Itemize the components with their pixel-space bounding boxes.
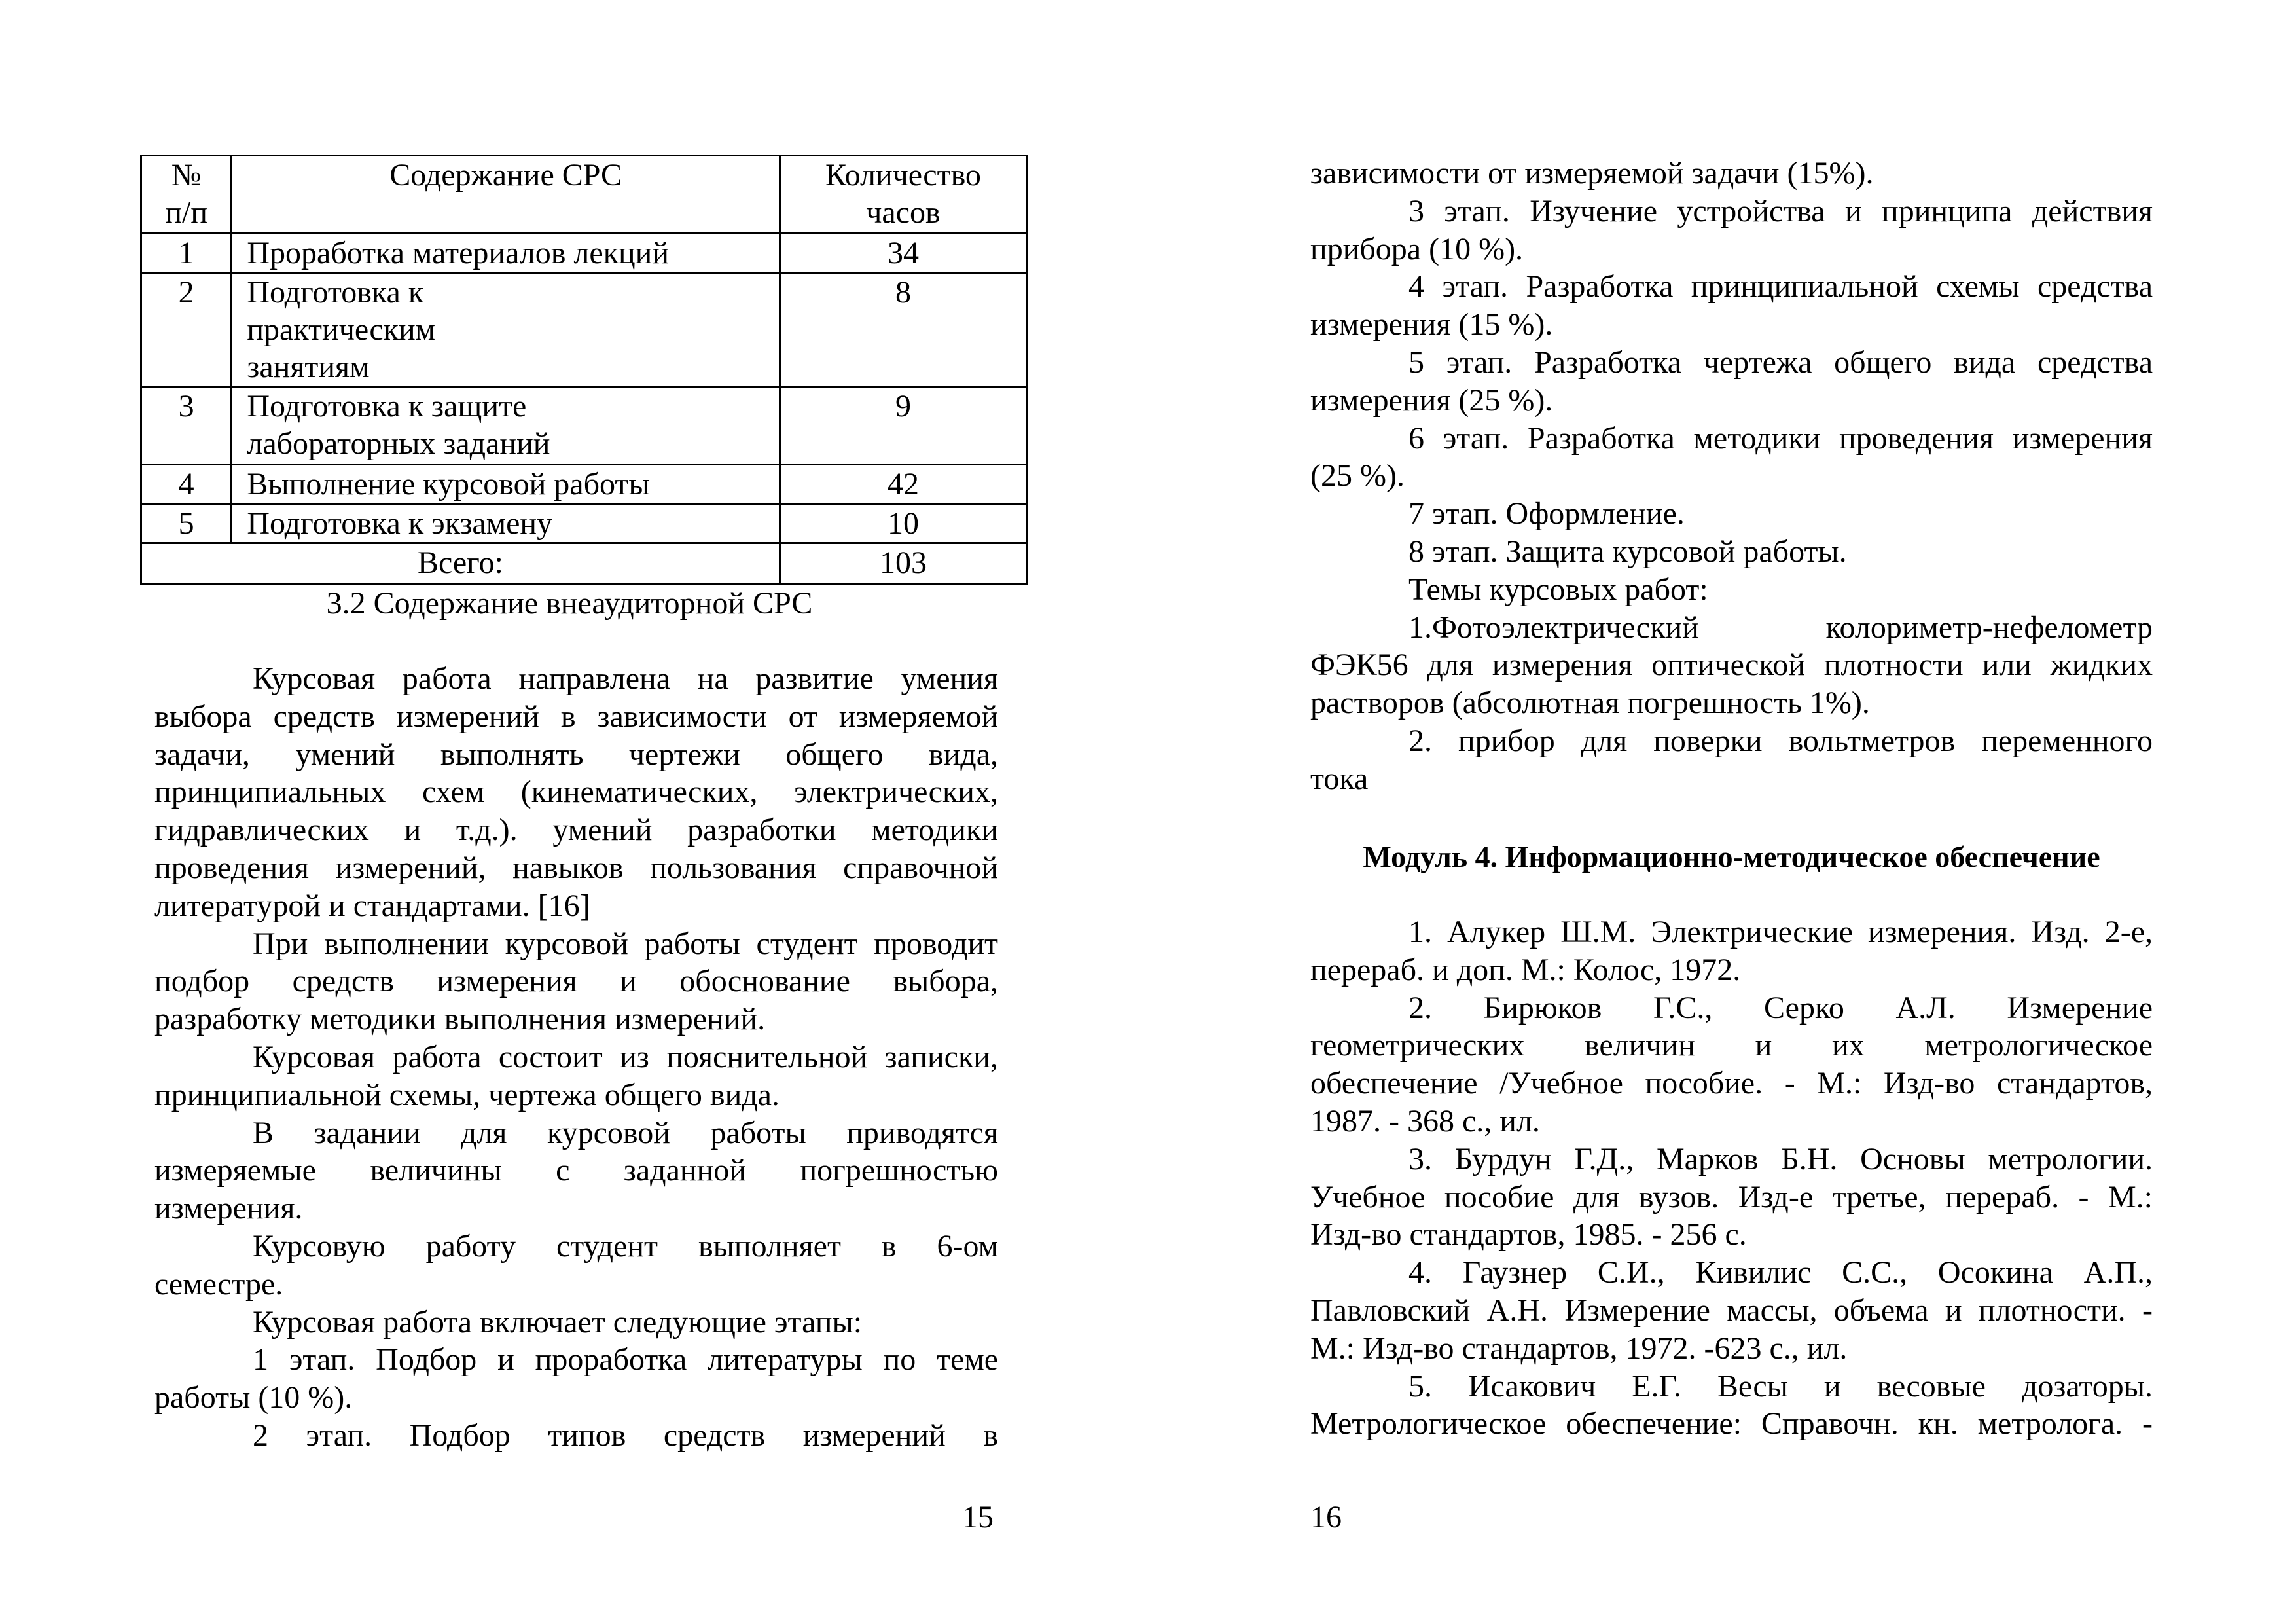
reference-line: Павловский А.Н. Измерение массы, объема и плотности. - [1310,1292,2153,1328]
row-hours: 34 [780,234,1026,273]
text-line: тока [1310,761,1369,796]
text-line: измерения (15 %). [1310,307,1553,342]
row-num: 5 [141,504,232,543]
reference-line: 1987. - 368 с., ил. [1310,1103,1540,1139]
section-title: 3.2 Содержание внеаудиторной СРС [326,586,813,621]
text-line: Курсовая работа включает следующие этапы: [253,1304,863,1340]
table-row [141,387,1027,465]
text-line: При выполнении курсовой работы студент проводит [253,926,998,961]
text-line: измеряемые величины с заданной погрешностью [154,1153,998,1188]
text-line: 1.Фотоэлектрический колориметр-нефелометр [1408,610,2153,645]
row-hours: 42 [780,465,1026,504]
table-row [141,504,1027,543]
row-hours: 9 [780,387,1026,465]
text-line: растворов (абсолютная погрешность 1%). [1310,685,1870,721]
reference-line: перераб. и доп. М.: Колос, 1972. [1310,952,1741,987]
table-total-row [141,543,1027,585]
reference-line: 2. Бирюков Г.С., Серко А.Л. Измерение [1408,990,2153,1025]
text-line: 8 этап. Защита курсовой работы. [1408,534,1847,569]
total-value: 103 [780,543,1026,585]
total-label: Всего: [141,543,780,585]
header-num-line: п/п [165,195,208,230]
text-line: работы (10 %). [154,1380,353,1415]
header-hours [780,156,1026,234]
text-line: 5 этап. Разработка чертежа общего вида средства [1408,344,2153,380]
header-num [141,156,232,234]
text-line: гидравлических и т.д.). умений разработки методики [154,812,998,848]
text-line: Курсовую работу студент выполняет в 6-ом [253,1228,998,1264]
row-hours: 8 [780,273,1026,387]
text-line: разработку методики выполнения измерений. [154,1002,766,1037]
text-line: 3 этап. Изучение устройства и принципа действия [1408,193,2153,228]
row-hours: 10 [780,504,1026,543]
header-hours-line: часов [866,195,941,230]
text-line: 4 этап. Разработка принципиальной схемы средства [1408,269,2153,304]
reference-line: Метрологическое обеспечение: Справочн. кн. метролога. - [1310,1406,2153,1442]
header-num-line: № [171,158,202,192]
references-list [1310,913,2153,1443]
reference-line: 1. Алукер Ш.М. Электрические измерения. Изд. 2-е, [1408,915,2153,949]
text-line: Темы курсовых работ: [1408,572,1708,607]
table-row [141,465,1027,504]
header-content: Содержание СРС [232,156,780,234]
row-content: Выполнение курсовой работы [232,465,780,504]
text-line: принципиальной схемы, чертежа общего вида. [154,1077,780,1112]
text-line: В задании для курсовой работы приводятся [253,1115,998,1150]
reference-line: Учебное пособие для вузов. Изд-е третье, перераб. - М.: [1310,1179,2153,1214]
right-page-body [1310,155,2153,798]
text-line: проведения измерений, навыков пользования справочной [154,850,998,885]
text-line: прибора (10 %). [1310,231,1524,266]
text-line: Курсовая работа состоит из пояснительной записки, [253,1039,998,1074]
text-line: задачи, умений выполнять чертежи общего вида, [154,737,998,772]
page-number-left: 15 [962,1500,994,1535]
row-content: Подготовка к практическим занятиям [232,273,780,387]
srs-hours-table [140,155,1028,585]
left-page-body [154,660,998,1455]
text-line: выбора средств измерений в зависимости от измеряемой [154,699,998,734]
text-line: принципиальных схем (кинематических, электрических, [154,775,998,810]
row-num: 1 [141,234,232,273]
table-header-row [141,156,1027,234]
text-line: Курсовая работа направлена на развитие умения [253,661,998,696]
row-content: Подготовка к защите лабораторных заданий [232,387,780,465]
reference-line: М.: Изд-во стандартов, 1972. -623 с., ил. [1310,1330,1848,1366]
reference-line: геометрических величин и их метрологическое [1310,1028,2153,1063]
text-line: 2. прибор для поверки вольтметров переменного [1408,723,2153,758]
table-row [141,234,1027,273]
row-content: Проработка материалов лекций [232,234,780,273]
text-line: измерения. [154,1191,303,1226]
table-row [141,273,1027,387]
row-num: 2 [141,273,232,387]
text-line: измерения (25 %). [1310,382,1553,418]
text-line: (25 %). [1310,458,1405,494]
text-line: 1 этап. Подбор и проработка литературы по теме [253,1342,998,1377]
text-line: литературой и стандартами. [16] [154,888,590,923]
text-line: 2 этап. Подбор типов средств измерений в [253,1417,998,1453]
page-number-right: 16 [1310,1500,1342,1535]
text-line: зависимости от измеряемой задачи (15%). [1310,156,1874,191]
text-line: 7 этап. Оформление. [1408,496,1685,532]
header-hours-line: Количество [825,158,981,192]
reference-line: 4. Гаузнер С.И., Кивилис С.С., Осокина А.П., [1408,1255,2153,1290]
text-line: 6 этап. Разработка методики проведения измерения [1408,420,2153,456]
text-line: подбор средств измерения и обоснование выбора, [154,964,998,999]
reference-line: обеспечение /Учебное пособие. - М.: Изд-во стандартов, [1310,1066,2153,1101]
row-num: 4 [141,465,232,504]
text-line: ФЭК56 для измерения оптической плотности или жидких [1310,647,2153,683]
row-num: 3 [141,387,232,465]
reference-line: Изд-во стандартов, 1985. - 256 с. [1310,1217,1747,1252]
row-content: Подготовка к экзамену [232,504,780,543]
text-line: семестре. [154,1266,283,1302]
reference-line: 3. Бурдун Г.Д., Марков Б.Н. Основы метрологии. [1408,1141,2153,1176]
reference-line: 5. Исакович Е.Г. Весы и весовые дозаторы. [1408,1368,2153,1404]
module-heading: Модуль 4. Информационно-методическое обеспечение [1363,840,2100,873]
